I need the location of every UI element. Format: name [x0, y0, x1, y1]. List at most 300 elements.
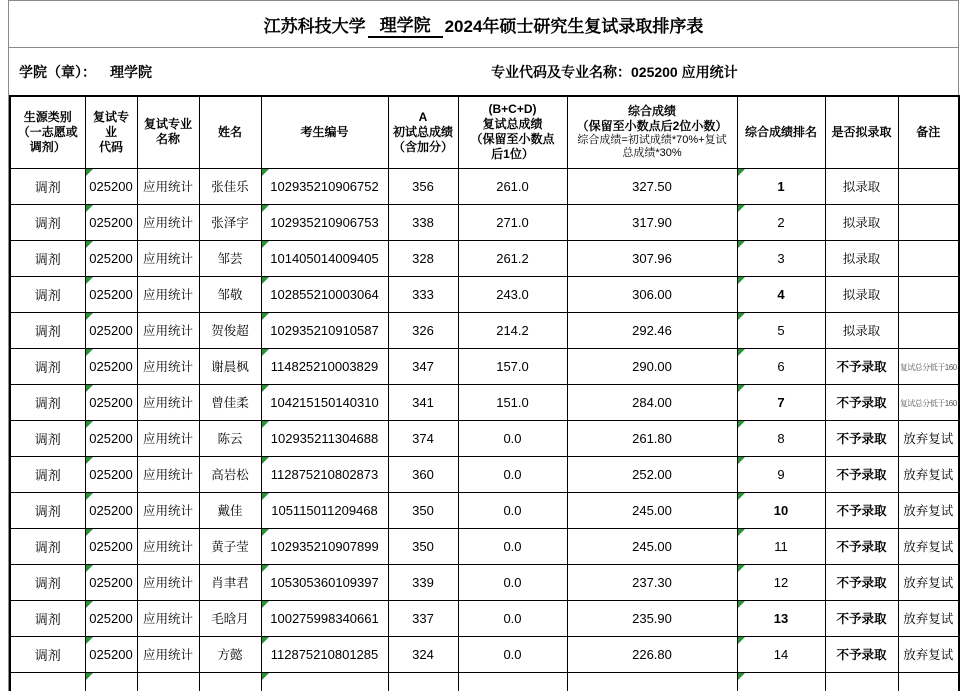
table-body	[10, 168, 959, 691]
cell-value: 邹芸	[217, 252, 243, 266]
cell-value: 4	[777, 286, 785, 302]
cell-candidate-no[interactable]	[261, 600, 388, 636]
cell-value: 151.0	[496, 394, 529, 410]
cell-admit-status[interactable]	[825, 492, 898, 528]
cell-admit-status[interactable]	[825, 420, 898, 456]
cell-value: 235.90	[632, 610, 672, 626]
cell-value: 102855210003064	[270, 286, 379, 302]
header-candidate-no[interactable]	[261, 96, 388, 168]
cell-initial-score[interactable]	[388, 672, 458, 691]
cell-rank[interactable]	[737, 312, 825, 348]
cell-remark[interactable]	[898, 492, 959, 528]
ranking-table	[9, 95, 960, 691]
cell-remark[interactable]	[898, 276, 959, 312]
cell-rank[interactable]	[737, 276, 825, 312]
cell-rank[interactable]	[737, 348, 825, 384]
cell-value: 252.00	[632, 466, 672, 482]
header-rank[interactable]	[737, 96, 825, 168]
cell-candidate-no[interactable]	[261, 528, 388, 564]
cell-rank[interactable]	[737, 384, 825, 420]
header-major-code[interactable]	[85, 96, 137, 168]
cell-value: 025200	[89, 538, 133, 554]
cell-admit-status[interactable]	[825, 276, 898, 312]
cell-major-name[interactable]	[137, 456, 199, 492]
cell-candidate-no[interactable]	[261, 384, 388, 420]
cell-rank[interactable]	[737, 456, 825, 492]
header-row	[10, 96, 959, 168]
cell-value: 350	[412, 502, 434, 518]
cell-value: 调剂	[34, 287, 61, 303]
cell-value: 307.96	[632, 250, 672, 266]
cell-source-category[interactable]	[10, 384, 85, 420]
cell-candidate-no[interactable]	[261, 168, 388, 204]
excel-corner-triangle-icon	[86, 565, 93, 572]
cell-candidate-no[interactable]	[261, 564, 388, 600]
cell-admit-status[interactable]	[825, 240, 898, 276]
cell-value: 调剂	[34, 323, 61, 339]
cell-name[interactable]	[199, 240, 261, 276]
cell-value: 放弃复试	[903, 648, 954, 662]
cell-value: 9	[777, 466, 785, 482]
cell-initial-score[interactable]	[388, 276, 458, 312]
cell-rank[interactable]	[737, 420, 825, 456]
cell-composite-score[interactable]	[567, 312, 737, 348]
cell-value: 102935211304688	[270, 430, 379, 446]
cell-major-name[interactable]	[137, 240, 199, 276]
cell-name[interactable]	[199, 384, 261, 420]
cell-rank[interactable]	[737, 636, 825, 672]
cell-retest-score[interactable]	[458, 492, 567, 528]
cell-major-name[interactable]	[137, 312, 199, 348]
cell-value: 025200	[89, 286, 133, 302]
cell-value: 12	[773, 574, 789, 590]
cell-value: 374	[412, 430, 434, 446]
excel-corner-triangle-icon	[262, 637, 269, 644]
excel-corner-triangle-icon	[738, 205, 745, 212]
cell-retest-score[interactable]	[458, 636, 567, 672]
cell-major-name[interactable]	[137, 276, 199, 312]
excel-corner-triangle-icon	[738, 349, 745, 356]
page-frame	[8, 0, 959, 691]
cell-major-code[interactable]	[85, 312, 137, 348]
cell-composite-score[interactable]	[567, 276, 737, 312]
cell-name[interactable]	[199, 528, 261, 564]
cell-value: 025200	[89, 322, 133, 338]
excel-corner-triangle-icon	[262, 673, 269, 680]
cell-candidate-no[interactable]	[261, 240, 388, 276]
cell-major-code[interactable]	[85, 456, 137, 492]
cell-value: 不予录取	[836, 360, 887, 374]
cell-value: 339	[412, 574, 434, 590]
cell-value: 324	[412, 646, 434, 662]
cell-remark[interactable]	[898, 168, 959, 204]
excel-corner-triangle-icon	[738, 601, 745, 608]
cell-initial-score[interactable]	[388, 204, 458, 240]
header-admit-status[interactable]	[825, 96, 898, 168]
cell-source-category[interactable]	[10, 456, 85, 492]
cell-major-code[interactable]	[85, 240, 137, 276]
cell-major-code[interactable]	[85, 204, 137, 240]
cell-major-name[interactable]	[137, 672, 199, 691]
cell-name[interactable]	[199, 636, 261, 672]
cell-value: 方懿	[217, 648, 243, 662]
excel-corner-triangle-icon	[86, 349, 93, 356]
cell-composite-score[interactable]	[567, 168, 737, 204]
cell-value: 360	[412, 466, 434, 482]
cell-retest-score[interactable]	[458, 600, 567, 636]
cell-rank[interactable]	[737, 672, 825, 691]
cell-major-name[interactable]	[137, 492, 199, 528]
cell-value: 应用统计	[142, 432, 193, 446]
cell-value: 025200	[89, 358, 133, 374]
excel-corner-triangle-icon	[262, 529, 269, 536]
cell-value: 025200	[89, 502, 133, 518]
cell-value: 025200	[89, 610, 133, 626]
cell-retest-score[interactable]	[458, 564, 567, 600]
table-row	[10, 276, 959, 312]
cell-name[interactable]	[199, 672, 261, 691]
cell-value: 102935210907899	[270, 538, 379, 554]
cell-composite-score[interactable]	[567, 456, 737, 492]
cell-major-code[interactable]	[85, 168, 137, 204]
cell-value: 2	[777, 214, 785, 230]
cell-value: 025200	[89, 430, 133, 446]
cell-retest-score[interactable]	[458, 672, 567, 691]
excel-corner-triangle-icon	[86, 637, 93, 644]
excel-corner-triangle-icon	[262, 169, 269, 176]
cell-retest-score[interactable]	[458, 348, 567, 384]
cell-remark[interactable]	[898, 636, 959, 672]
cell-source-category[interactable]	[10, 240, 85, 276]
cell-major-name[interactable]	[137, 348, 199, 384]
college-value: 理学院	[110, 63, 152, 80]
cell-remark[interactable]	[898, 312, 959, 348]
header-composite-score[interactable]	[567, 96, 737, 168]
cell-initial-score[interactable]	[388, 528, 458, 564]
cell-admit-status[interactable]	[825, 384, 898, 420]
cell-major-code[interactable]	[85, 384, 137, 420]
excel-corner-triangle-icon	[86, 673, 93, 680]
cell-value: 025200	[89, 250, 133, 266]
excel-corner-triangle-icon	[738, 457, 745, 464]
cell-value: 应用统计	[142, 468, 193, 482]
cell-retest-score[interactable]	[458, 420, 567, 456]
cell-source-category[interactable]	[10, 636, 85, 672]
cell-value: 0.0	[503, 538, 522, 554]
cell-retest-score[interactable]	[458, 384, 567, 420]
cell-composite-score[interactable]	[567, 348, 737, 384]
cell-admit-status[interactable]	[825, 312, 898, 348]
cell-source-category[interactable]	[10, 672, 85, 691]
cell-value: 不予录取	[836, 648, 887, 662]
cell-candidate-no[interactable]	[261, 636, 388, 672]
cell-remark[interactable]	[898, 528, 959, 564]
cell-major-code[interactable]	[85, 528, 137, 564]
excel-corner-triangle-icon	[262, 457, 269, 464]
cell-remark[interactable]	[898, 600, 959, 636]
cell-value: 8	[777, 430, 785, 446]
excel-corner-triangle-icon	[86, 493, 93, 500]
cell-remark[interactable]	[898, 564, 959, 600]
cell-admit-status[interactable]	[825, 672, 898, 691]
cell-composite-score[interactable]	[567, 636, 737, 672]
cell-value: 曾佳柔	[211, 396, 249, 410]
cell-major-name[interactable]	[137, 168, 199, 204]
cell-composite-score[interactable]	[567, 420, 737, 456]
cell-source-category[interactable]	[10, 348, 85, 384]
cell-rank[interactable]	[737, 168, 825, 204]
title-suffix: 2024年硕士研究生复试录取排序表	[444, 16, 704, 36]
cell-name[interactable]	[199, 564, 261, 600]
cell-admit-status[interactable]	[825, 168, 898, 204]
excel-corner-triangle-icon	[262, 313, 269, 320]
cell-value: 102935210906752	[270, 178, 379, 194]
cell-name[interactable]	[199, 420, 261, 456]
header-label: 备注	[916, 124, 941, 139]
cell-composite-score[interactable]	[567, 528, 737, 564]
cell-retest-score[interactable]	[458, 528, 567, 564]
header-retest-score[interactable]	[458, 96, 567, 168]
cell-value: 拟录取	[842, 288, 881, 302]
cell-candidate-no[interactable]	[261, 672, 388, 691]
cell-value: 应用统计	[142, 252, 193, 266]
cell-value: 11	[774, 538, 788, 554]
cell-major-name[interactable]	[137, 564, 199, 600]
cell-major-name[interactable]	[137, 384, 199, 420]
excel-corner-triangle-icon	[262, 601, 269, 608]
cell-source-category[interactable]	[10, 564, 85, 600]
excel-corner-triangle-icon	[86, 457, 93, 464]
cell-value: 调剂	[34, 251, 61, 267]
cell-value: 306.00	[632, 286, 672, 302]
cell-admit-status[interactable]	[825, 204, 898, 240]
cell-major-name[interactable]	[137, 600, 199, 636]
header-name[interactable]	[199, 96, 261, 168]
cell-admit-status[interactable]	[825, 600, 898, 636]
cell-value: 肖聿君	[211, 576, 249, 590]
cell-admit-status[interactable]	[825, 348, 898, 384]
cell-name[interactable]	[199, 492, 261, 528]
cell-name[interactable]	[199, 168, 261, 204]
cell-name[interactable]	[199, 456, 261, 492]
header-label: 考生编号	[300, 124, 349, 139]
cell-candidate-no[interactable]	[261, 312, 388, 348]
cell-value: 261.80	[632, 430, 672, 446]
cell-value: 0.0	[503, 430, 522, 446]
cell-name[interactable]	[199, 276, 261, 312]
cell-candidate-no[interactable]	[261, 276, 388, 312]
cell-initial-score[interactable]	[388, 312, 458, 348]
cell-value: 放弃复试	[903, 540, 954, 554]
cell-major-code[interactable]	[85, 348, 137, 384]
cell-major-name[interactable]	[137, 636, 199, 672]
cell-value: 337	[412, 610, 434, 626]
cell-major-code[interactable]	[85, 492, 137, 528]
cell-admit-status[interactable]	[825, 636, 898, 672]
cell-major-code[interactable]	[85, 276, 137, 312]
cell-value: 327.50	[632, 178, 672, 194]
table-row	[10, 204, 959, 240]
cell-admit-status[interactable]	[825, 564, 898, 600]
cell-candidate-no[interactable]	[261, 492, 388, 528]
cell-initial-score[interactable]	[388, 168, 458, 204]
header-label: A 初试总成绩 （含加分）	[392, 109, 453, 154]
header-source-category[interactable]	[10, 96, 85, 168]
cell-composite-score[interactable]	[567, 204, 737, 240]
subheader-band	[9, 48, 958, 95]
cell-value: 105115011209468	[271, 502, 378, 518]
cell-value: 284.00	[632, 394, 672, 410]
cell-retest-score[interactable]	[458, 240, 567, 276]
cell-major-code[interactable]	[85, 564, 137, 600]
cell-rank[interactable]	[737, 240, 825, 276]
cell-source-category[interactable]	[10, 312, 85, 348]
cell-candidate-no[interactable]	[261, 204, 388, 240]
cell-remark[interactable]	[898, 348, 959, 384]
cell-value: 0.0	[503, 502, 522, 518]
cell-retest-score[interactable]	[458, 312, 567, 348]
cell-value: 341	[412, 394, 434, 410]
cell-retest-score[interactable]	[458, 276, 567, 312]
cell-candidate-no[interactable]	[261, 348, 388, 384]
cell-initial-score[interactable]	[388, 420, 458, 456]
cell-source-category[interactable]	[10, 276, 85, 312]
cell-value: 333	[412, 286, 434, 302]
cell-rank[interactable]	[737, 528, 825, 564]
cell-initial-score[interactable]	[388, 384, 458, 420]
header-formula: 综合成绩=初试成绩*70%+复试 总成绩*30%	[577, 134, 727, 160]
header-major-name[interactable]	[137, 96, 199, 168]
cell-source-category[interactable]	[10, 600, 85, 636]
cell-value: 放弃复试	[903, 468, 954, 482]
cell-value: 101405014009405	[270, 250, 379, 266]
title-university: 江苏科技大学	[263, 16, 366, 36]
cell-initial-score[interactable]	[388, 600, 458, 636]
cell-composite-score[interactable]	[567, 672, 737, 691]
cell-source-category[interactable]	[10, 420, 85, 456]
cell-value: 拟录取	[842, 252, 881, 266]
excel-corner-triangle-icon	[262, 385, 269, 392]
cell-name[interactable]	[199, 204, 261, 240]
header-initial-score[interactable]	[388, 96, 458, 168]
cell-remark[interactable]	[898, 456, 959, 492]
excel-corner-triangle-icon	[86, 529, 93, 536]
cell-major-code[interactable]	[85, 420, 137, 456]
cell-value: 应用统计	[142, 576, 193, 590]
header-label: (B+C+D) 复试总成绩 （保留至小数点 后1位）	[470, 102, 555, 162]
table-row	[10, 636, 959, 672]
cell-name[interactable]	[199, 600, 261, 636]
cell-remark[interactable]	[898, 672, 959, 691]
cell-value: 5	[777, 322, 785, 338]
cell-major-code[interactable]	[85, 672, 137, 691]
cell-remark[interactable]	[898, 204, 959, 240]
cell-value: 复试总分低于160	[899, 363, 957, 372]
cell-value: 14	[773, 646, 789, 662]
cell-initial-score[interactable]	[388, 492, 458, 528]
cell-value: 157.0	[496, 358, 529, 374]
cell-candidate-no[interactable]	[261, 456, 388, 492]
cell-name[interactable]	[199, 348, 261, 384]
cell-value: 025200	[89, 646, 133, 662]
excel-corner-triangle-icon	[86, 385, 93, 392]
cell-remark[interactable]	[898, 420, 959, 456]
cell-major-name[interactable]	[137, 420, 199, 456]
cell-name[interactable]	[199, 312, 261, 348]
excel-corner-triangle-icon	[86, 241, 93, 248]
cell-rank[interactable]	[737, 600, 825, 636]
cell-admit-status[interactable]	[825, 456, 898, 492]
cell-value: 025200	[89, 574, 133, 590]
cell-composite-score[interactable]	[567, 240, 737, 276]
cell-source-category[interactable]	[10, 492, 85, 528]
cell-major-name[interactable]	[137, 204, 199, 240]
cell-initial-score[interactable]	[388, 636, 458, 672]
cell-value: 105305360109397	[270, 574, 379, 590]
table-header	[10, 96, 959, 168]
cell-value: 104215150140310	[270, 394, 379, 410]
cell-initial-score[interactable]	[388, 348, 458, 384]
cell-value: 100275998340661	[270, 610, 379, 626]
cell-initial-score[interactable]	[388, 456, 458, 492]
cell-retest-score[interactable]	[458, 168, 567, 204]
header-label: 综合成绩 （保留至小数点后2位小数）	[576, 104, 728, 134]
cell-value: 邹敬	[217, 288, 243, 302]
cell-value: 调剂	[34, 467, 61, 483]
cell-value: 214.2	[496, 322, 529, 338]
cell-source-category[interactable]	[10, 204, 85, 240]
cell-rank[interactable]	[737, 564, 825, 600]
cell-composite-score[interactable]	[567, 384, 737, 420]
cell-remark[interactable]	[898, 240, 959, 276]
cell-value: 黄子莹	[211, 540, 249, 554]
cell-value: 112875210802873	[270, 466, 379, 482]
excel-corner-triangle-icon	[738, 637, 745, 644]
cell-major-code[interactable]	[85, 636, 137, 672]
cell-candidate-no[interactable]	[261, 420, 388, 456]
cell-value: 025200	[89, 466, 133, 482]
cell-rank[interactable]	[737, 492, 825, 528]
cell-major-code[interactable]	[85, 600, 137, 636]
cell-initial-score[interactable]	[388, 564, 458, 600]
cell-composite-score[interactable]	[567, 564, 737, 600]
cell-rank[interactable]	[737, 204, 825, 240]
cell-value: 292.46	[632, 322, 672, 338]
cell-value: 0.0	[503, 466, 522, 482]
cell-initial-score[interactable]	[388, 240, 458, 276]
cell-value: 拟录取	[842, 216, 881, 230]
cell-source-category[interactable]	[10, 528, 85, 564]
title-college-underlined: 理学院	[368, 11, 443, 38]
cell-value: 025200	[89, 178, 133, 194]
cell-value: 放弃复试	[903, 504, 954, 518]
excel-corner-triangle-icon	[262, 565, 269, 572]
header-remark[interactable]	[898, 96, 959, 168]
cell-major-name[interactable]	[137, 528, 199, 564]
cell-retest-score[interactable]	[458, 456, 567, 492]
cell-value: 261.0	[496, 178, 529, 194]
cell-value: 张泽宇	[211, 216, 249, 230]
cell-composite-score[interactable]	[567, 600, 737, 636]
cell-remark[interactable]	[898, 384, 959, 420]
cell-admit-status[interactable]	[825, 528, 898, 564]
cell-retest-score[interactable]	[458, 204, 567, 240]
excel-corner-triangle-icon	[738, 529, 745, 536]
major-value: 025200 应用统计	[631, 63, 738, 80]
cell-source-category[interactable]	[10, 168, 85, 204]
cell-composite-score[interactable]	[567, 492, 737, 528]
college-label: 学院（章）：	[19, 63, 96, 80]
